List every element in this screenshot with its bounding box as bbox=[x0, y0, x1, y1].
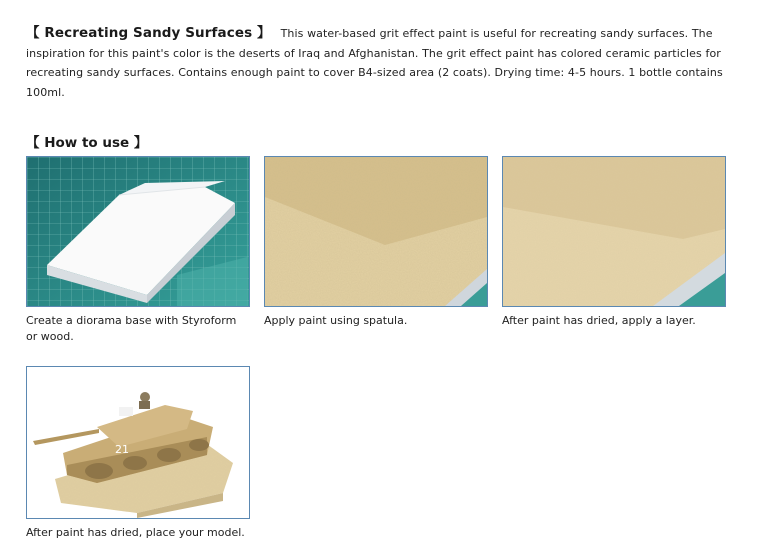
svg-text:21: 21 bbox=[115, 443, 129, 456]
step-4 bbox=[26, 366, 250, 541]
step-3-caption: After paint has dried, apply a layer. bbox=[502, 314, 696, 327]
step-3-image bbox=[502, 156, 726, 307]
how-to-use-heading: 【 How to use 】 bbox=[26, 135, 148, 151]
step-1-caption: Create a diorama base with Styroform or wood. bbox=[26, 314, 237, 343]
step-2-caption: Apply paint using spatula. bbox=[264, 314, 408, 327]
step-1 bbox=[26, 156, 250, 345]
step-3 bbox=[502, 156, 726, 329]
step-2-image bbox=[264, 156, 488, 307]
step-1-image bbox=[26, 156, 250, 307]
product-description bbox=[26, 24, 731, 102]
section-title: 【 Recreating Sandy Surfaces 】 bbox=[26, 25, 271, 41]
description-text: This water-based grit effect paint is useful for recreating sandy surfaces. The inspiration for this paint's color is the deserts of Iraq and Afghanistan. The grit effect paint has colored ceramic particles for recreating sandy surfaces. Contains enough paint to cover B4-sized area (2 coats). Drying time: 4-5 hours. 1 bottle contains 100ml. bbox=[26, 27, 723, 99]
step-2 bbox=[264, 156, 488, 329]
step-4-image bbox=[26, 366, 250, 519]
step-4-caption: After paint has dried, place your model. bbox=[26, 526, 245, 539]
